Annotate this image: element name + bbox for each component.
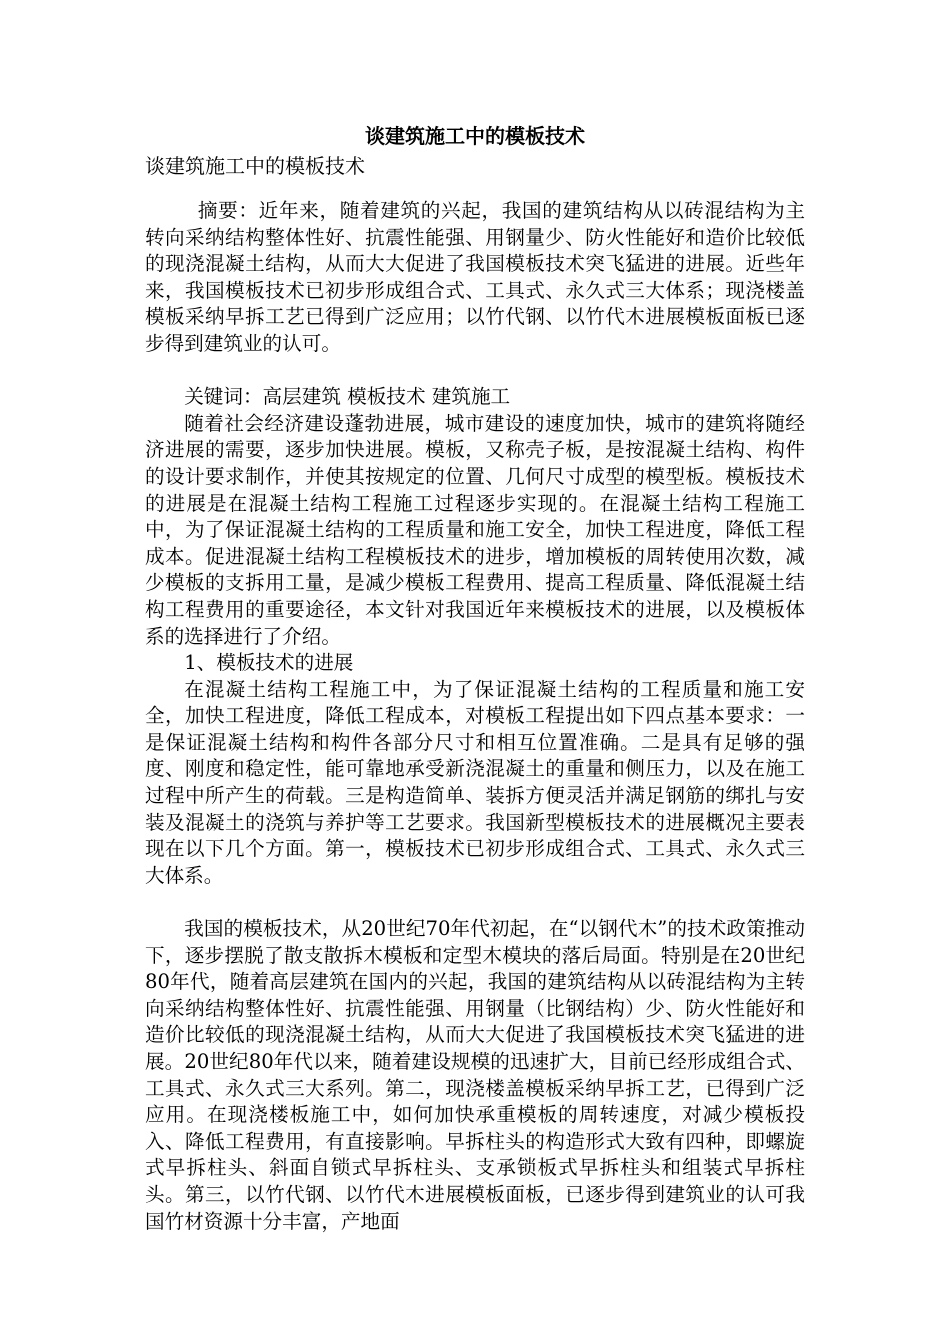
intro-paragraph: 随着社会经济建设蓬勃进展，城市建设的速度加快，城市的建筑将随经济进展的需要，逐步加快进展。模板，又称壳子板，是按混凝土结构、构件的设计要求制作，并使其按规定的位置、几何尺寸成型的模型板。模板技术的进展是在混凝土结构工程施工过程逐步实现的。在混凝土结构工程施工中，为了保证混凝土结构的工程质量和施工安全，加快工程进度，降低工程成本。促进混凝土结构工程模板技术的进步，增加模板的周转使用次数，减少模板的支拆用工量，是减少模板工程费用、提高工程质量、降低混凝土结构工程费用的重要途径，本文针对我国近年来模板技术的进展，以及模板体系的选择进行了介绍。 [145, 411, 805, 648]
section-heading: 1、模板技术的进展 [184, 651, 354, 675]
body-paragraph: 在混凝土结构工程施工中，为了保证混凝土结构的工程质量和施工安全，加快工程进度，降低工程成本，对模板工程提出如下四点基本要求：一是保证混凝土结构和构件各部分尺寸和相互位置准确。二是具有足够的强度、刚度和稳定性，能可靠地承受新浇混凝土的重量和侧压力，以及在施工过程中所产生的荷载。三是构造简单、装拆方便灵活并满足钢筋的绑扎与安装及混凝土的浇筑与养护等工艺要求。我国新型模板技术的进展概况主要表现在以下几个方面。第一，模板技术已初步形成组合式、工具式、永久式三大体系。 [145, 677, 805, 887]
blank-line [145, 358, 805, 385]
body-paragraph: 我国的模板技术，从20世纪70年代初起，在“以钢代木”的技术政策推动下，逐步摆脱了散支散拆木模板和定型木模块的落后局面。特别是在20世纪80年代，随着高层建筑在国内的兴起，我国的建筑结构从以砖混结构为主转向采纳结构整体性好、抗震性能强、用钢量（比钢结构）少、防火性能好和造价比较低的现浇混凝土结构，从而大大促进了我国模板技术突飞猛进的进展。20世纪80年代以来，随着建设规模的迅速扩大，目前已经形成组合式、工具式、永久式三大系列。第二，现浇楼盖模板采纳早拆工艺，已得到广泛应用。在现浇楼板施工中，如何加快承重模板的周转速度，对减少模板投入、降低工程费用，有直接影响。早拆柱头的构造形式大致有四种，即螺旋式早拆柱头、斜面自锁式早拆柱头、支承锁板式早拆柱头和组装式早拆柱头。第三，以竹代钢、以竹代木进展模板面板，已逐步得到建筑业的认可我国竹材资源十分丰富，产地面 [145, 917, 805, 1233]
document-title: 谈建筑施工中的模板技术 [365, 124, 585, 148]
blank-line [145, 889, 805, 916]
abstract-paragraph: 摘要：近年来，随着建筑的兴起，我国的建筑结构从以砖混结构为主转向采纳结构整体性好、抗震性能强、用钢量少、防火性能好和造价比较低的现浇混凝土结构，从而大大促进了我国模板技术突飞猛进的进展。近些年来，我国模板技术已初步形成组合式、工具式、永久式三大体系；现浇楼盖模板采纳早拆工艺已得到广泛应用；以竹代钢、以竹代木进展模板面板已逐步得到建筑业的认可。 [145, 199, 805, 355]
document-subtitle: 谈建筑施工中的模板技术 [145, 154, 365, 178]
document-body [145, 198, 805, 1235]
keywords-line: 关键词：高层建筑 模板技术 建筑施工 [184, 385, 511, 409]
